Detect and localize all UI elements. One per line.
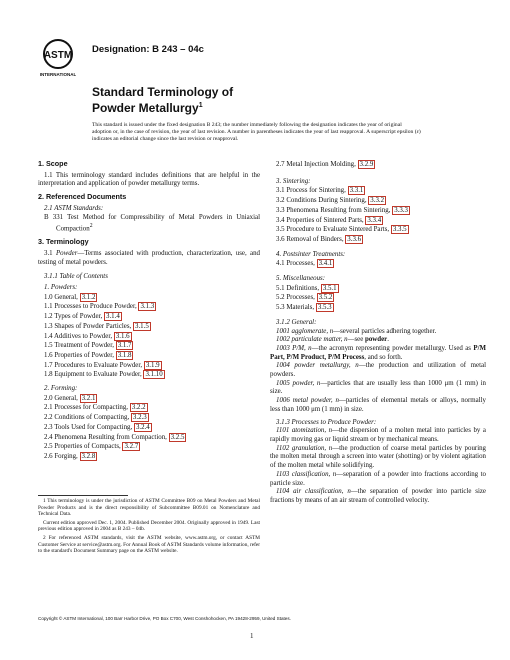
toc-item: 2.5 Properties of Compacts, 3.2.7 — [44, 443, 139, 451]
toc-item: 3.4 Properties of Sintered Parts, 3.3.4 — [276, 216, 382, 224]
cross-reference-link[interactable]: 3.2.5 — [170, 433, 185, 441]
cross-reference-link[interactable]: 3.5.3 — [317, 304, 332, 312]
title-line-1: Standard Terminology of — [92, 85, 234, 99]
toc-item: 1.4 Additives to Powder, 3.1.6 — [44, 332, 130, 340]
astm-standards-label: 2.1 ASTM Standards: — [44, 204, 104, 212]
toc-item: 2.3 Tools Used for Compacting, 3.2.4 — [44, 423, 150, 431]
toc-item-mim: 2.7 Metal Injection Molding, 3.2.9 — [276, 161, 374, 168]
logo-text: INTERNATIONAL — [40, 72, 76, 77]
b331-reference: B 331 Test Method for Compressibility of Metal Powders in Uniaxial Compaction$^2$ — [44, 213, 260, 233]
cross-reference-link[interactable]: 3.3.1 — [349, 187, 364, 195]
toc-item: 2.0 General, 3.2.1 — [44, 394, 96, 402]
toc-item: 2.4 Phenomena Resulting from Compaction, 3.2.5 — [44, 433, 185, 441]
def-1102: 1102 granulation, n—the production of coarse metal particles by pouring the molten metal through a screen into water (shotting) or by violent agitation of the molten metal while solidifying. — [270, 444, 486, 470]
document-title — [92, 86, 233, 115]
toc-item: 3.1 Process for Sintering, 3.3.1 — [276, 187, 364, 195]
astm-logo — [40, 38, 76, 78]
refdocs-heading: 2. Referenced Documents — [38, 192, 127, 202]
cross-reference-link[interactable]: 3.1.8 — [117, 351, 132, 359]
def-1104: 1104 air classification, n—the separation of powder into particle size fractions by means of an air stream of controlled velocity. — [270, 488, 486, 504]
designation: Designation: B 243 – 04c — [92, 44, 204, 55]
cross-reference-link[interactable]: 3.5.1 — [322, 284, 337, 292]
footnote-1: 1 This terminology is under the jurisdiction of ASTM Committee B09 on Metal Powders and Metal Powder Products and is the direct responsibility of Subcommittee B09.01 on Nomenclature and Technical Data. — [38, 498, 260, 518]
title-line-2: Powder Metallurgy$^1$ — [92, 101, 203, 115]
def-1103: 1103 classification, n—separation of a powder into fractions according to particle size. — [270, 470, 486, 487]
toc-item: 1.3 Shapes of Powder Particles, 3.1.5 — [44, 322, 149, 330]
cross-reference-link[interactable]: 3.2.8 — [81, 452, 96, 460]
copyright-footer: Copyright © ASTM International, 100 Barr Harbor Drive, PO Box C700, West Conshohocken, PA 19428-2959, United States. — [38, 616, 291, 621]
footnote-1b: Current edition approved Dec. 1, 2004. Published December 2004. Originally approved in 1949. Last previous edition approved in 2004 as B 243 – 04b. — [38, 519, 260, 533]
page-number: 1 — [250, 632, 254, 640]
cross-reference-link[interactable]: 3.3.2 — [370, 197, 385, 205]
cross-reference-link[interactable]: 3.1.6 — [115, 332, 130, 340]
toc-item: 3.2 Conditions During Sintering, 3.3.2 — [276, 197, 385, 205]
cross-reference-link[interactable]: 3.5.2 — [318, 294, 333, 302]
toc-item: 2.2 Conditions of Compacting, 3.2.3 — [44, 414, 147, 422]
def-1006: 1006 metal powder, n—particles of elemental metals or alloys, normally less than 1000 μm (1 mm) in size. — [270, 397, 486, 413]
svg-text:ASTM: ASTM — [43, 50, 73, 61]
postsinter-label: 4. Postsinter Treatments: — [276, 250, 346, 258]
toc-item: 1.6 Properties of Powder, 3.1.8 — [44, 351, 132, 359]
cross-reference-link[interactable]: 3.4.1 — [318, 260, 333, 268]
cross-reference-link[interactable]: 3.1.3 — [140, 303, 155, 311]
processes-label: 3.1.3 Processes to Produce Powder: — [276, 418, 377, 426]
toc-item: 1.7 Procedures to Evaluate Powder, 3.1.9 — [44, 361, 160, 369]
powder-definition: 3.1 Powder—Terms associated with production, characterization, use, and testing of metal powders. — [38, 249, 260, 266]
powders-list — [44, 293, 260, 380]
cross-reference-link[interactable]: 3.2.1 — [81, 394, 96, 402]
toc-item: 2.6 Forging, 3.2.8 — [44, 452, 96, 460]
table-of-contents — [38, 273, 260, 461]
cross-reference-link[interactable]: 3.2.3 — [132, 414, 147, 422]
footnotes — [38, 498, 260, 557]
cross-reference-link[interactable]: 3.1.9 — [145, 361, 160, 369]
cross-reference-link[interactable]: 3.2.2 — [131, 404, 146, 412]
toc-item: 1.8 Equipment to Evaluate Powder, 3.1.10 — [44, 371, 163, 379]
cross-reference-link[interactable]: 3.3.5 — [392, 226, 407, 234]
cross-reference-link[interactable]: 3.2.7 — [124, 443, 139, 451]
cross-reference-link[interactable]: 3.3.6 — [347, 235, 362, 243]
cross-reference-link[interactable]: 3.1.2 — [81, 293, 96, 301]
right-column — [270, 160, 486, 510]
sintering-label: 3. Sintering: — [276, 177, 311, 185]
toc-item: 1.5 Treatment of Powder, 3.1.7 — [44, 342, 132, 350]
misc-label: 5. Miscellaneous: — [276, 275, 325, 283]
footnote-2: 2 For referenced ASTM standards, visit the ASTM website, www.astm.org, or contact ASTM Customer Service at service@astm.org. For Annual Book of ASTM Standards volume information, refer to the standard's Document Summary page on the ASTM website. — [38, 534, 260, 555]
scope-text: 1.1 This terminology standard includes definitions that are helpful in the interpretation and application of powder metallurgy terms. — [38, 171, 260, 188]
toc-item: 4.1 Processes, 3.4.1 — [276, 260, 333, 268]
scope-heading: 1. Scope — [38, 159, 68, 168]
cross-reference-link[interactable]: 3.1.4 — [106, 313, 120, 321]
toc-item: 3.3 Phenomena Resulting from Sintering, 3.3.3 — [276, 206, 408, 214]
postsinter-list — [276, 259, 486, 269]
cross-reference-link[interactable]: 3.3.4 — [367, 216, 382, 224]
def-1005: 1005 powder, n—particles that are usually less than 1000 μm (1 mm) in size. — [270, 379, 486, 396]
powders-label: 1. Powders: — [44, 284, 78, 292]
def-1003: 1003 P/M, n—the acronym representing powder metallurgy. Used as P/M Part, P/M Product, P/M Process, and so forth. — [270, 344, 486, 361]
sintering-list — [276, 186, 486, 244]
toc-label: 3.1.1 Table of Contents — [44, 273, 108, 281]
cross-reference-link[interactable]: 3.1.10 — [145, 371, 163, 379]
toc-item: 1.0 General, 3.1.2 — [44, 293, 96, 301]
left-column — [38, 160, 260, 462]
toc-item: 1.2 Types of Powder, 3.1.4 — [44, 313, 120, 321]
toc-item: 1.1 Processes to Produce Powder, 3.1.3 — [44, 303, 155, 311]
def-1001: 1001 agglomerate, n—several particles adhering together. — [276, 327, 437, 335]
toc-item: 5.3 Materials, 3.5.3 — [276, 304, 332, 312]
cross-reference-link[interactable]: 3.2.4 — [135, 423, 150, 431]
def-1002: 1002 particulate matter, n—see powder. — [276, 336, 389, 344]
cross-reference-link[interactable]: 3.1.5 — [135, 322, 149, 330]
toc-item: 2.1 Processes for Compacting, 3.2.2 — [44, 404, 146, 412]
toc-item: 3.6 Removal of Binders, 3.3.6 — [276, 235, 362, 243]
def-1101: 1101 atomization, n—the dispersion of a molten metal into particles by a rapidly moving gas or liquid stream or by mechanical means. — [270, 427, 486, 443]
forming-label: 2. Forming: — [44, 385, 78, 393]
issuance-note: This standard is issued under the fixed designation B 243; the number immediately following the designation indicates the year of original adoption or, in the case of revision, the year of last revision. A number in parentheses indicates the year of last reapproval. A superscript epsilon (ε) indicates an editorial change since the last revision or reapproval. — [92, 122, 421, 143]
toc-item: 3.5 Procedure to Evaluate Sintered Parts, 3.3.5 — [276, 226, 407, 234]
cross-reference-link[interactable]: 3.3.3 — [394, 206, 408, 214]
terminology-heading: 3. Terminology — [38, 237, 89, 247]
misc-list — [276, 284, 486, 313]
cross-reference-link[interactable]: 3.1.7 — [117, 342, 132, 350]
def-1004: 1004 powder metallurgy, n—the production and utilization of metal powders. — [270, 362, 486, 379]
toc-item: 5.2 Processes, 3.5.2 — [276, 294, 333, 302]
footnote-rule — [38, 495, 128, 496]
forming-list — [44, 394, 260, 462]
toc-item: 5.1 Definitions, 3.5.1 — [276, 284, 337, 292]
cross-reference-link[interactable]: 3.2.9 — [359, 161, 374, 168]
general-label: 3.1.2 General: — [276, 318, 317, 326]
